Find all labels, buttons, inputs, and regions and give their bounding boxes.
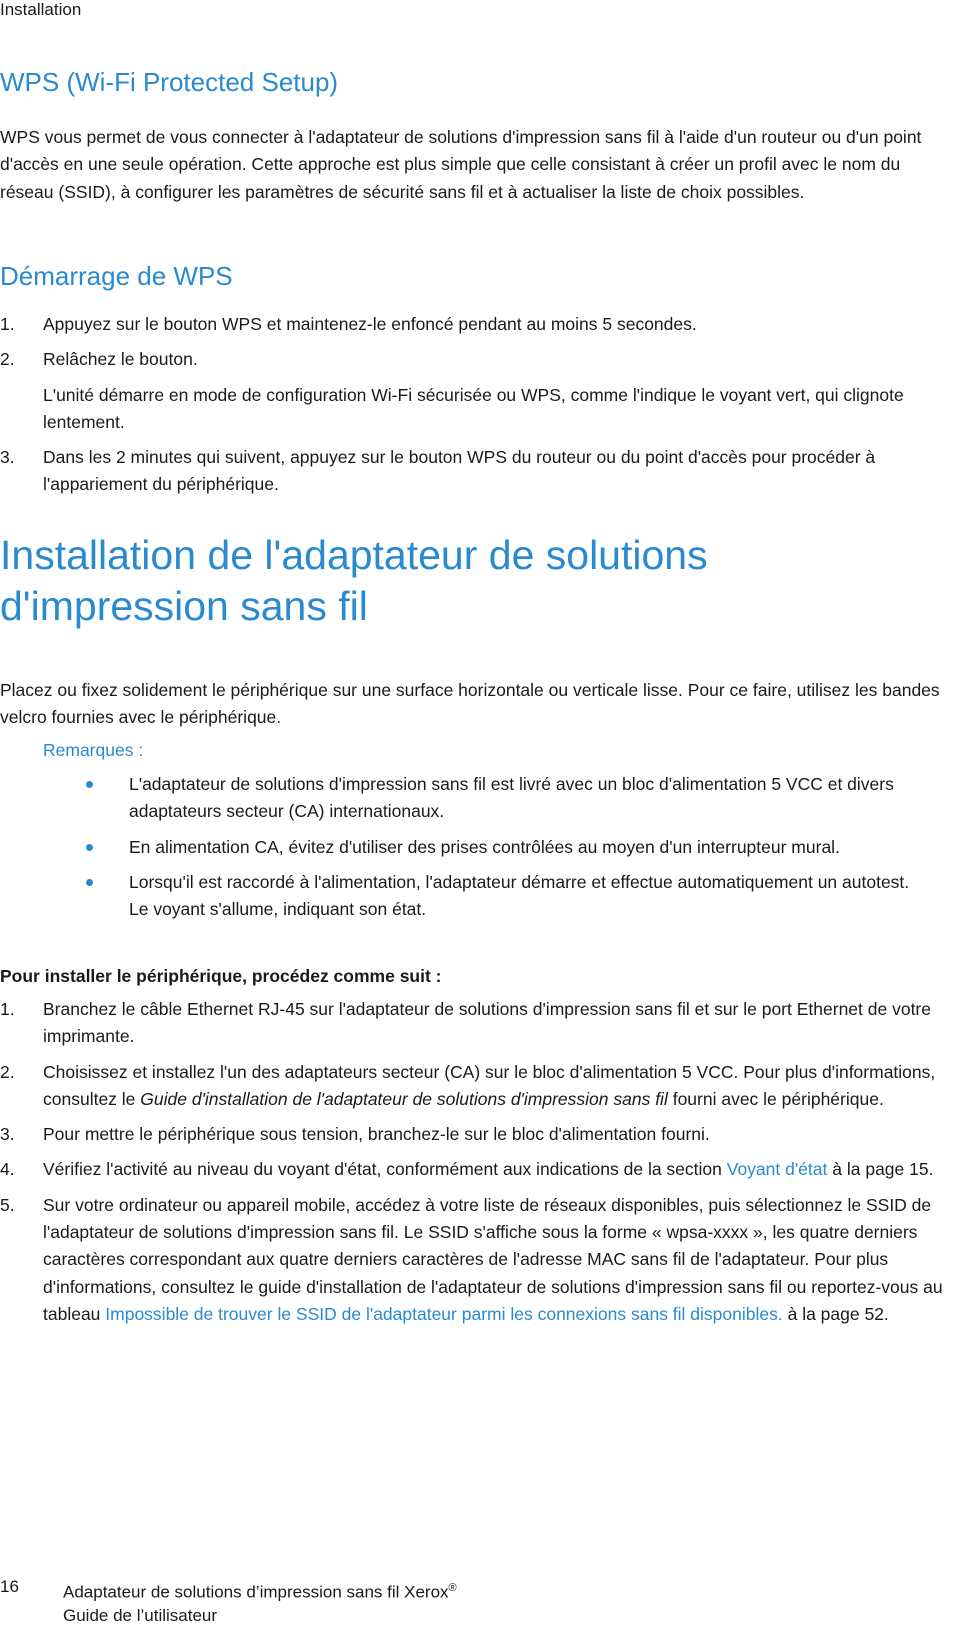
wps-intro-paragraph: WPS vous permet de vous connecter à l'adaptateur de solutions d'impression sans fil à l'aide d'un routeur ou d'un point d'accès en une seule opération. Cette approche est plus simple que celle consistant à créer un profil avec le nom du réseau (SSID), à configurer les paramètres de sécurité sans fil et à actualiser la liste de choix possibles. xyxy=(0,127,922,202)
running-header: Installation xyxy=(0,0,82,19)
notes-list xyxy=(43,771,923,931)
bullet-icon xyxy=(86,781,93,788)
bullet-icon xyxy=(86,879,93,886)
procedure-intro: Pour installer le périphérique, procédez comme suit : xyxy=(0,966,442,986)
footer-product: Adaptateur de solutions d’impression sans fil Xerox® Guide de l’utilisateur xyxy=(63,1582,457,1625)
notes-label: Remarques : xyxy=(43,740,144,760)
heading-installation: Installation de l'adaptateur de solutions d'impression sans fil xyxy=(0,532,708,629)
bullet-icon xyxy=(86,844,93,851)
status-light-link[interactable]: Voyant d'état xyxy=(726,1159,828,1180)
list-item: 1. Branchez le câble Ethernet RJ-45 sur l'adaptateur de solutions d'impression sans fil et sur le port Ethernet de votre imprimante. xyxy=(0,999,931,1047)
list-item: 2. Relâchez le bouton. L'unité démarre en mode de configuration Wi-Fi sécurisée ou WPS, comme l'indique le voyant vert, qui clignote lentement. xyxy=(0,346,945,436)
install-steps xyxy=(0,996,945,1336)
start-wps-steps xyxy=(0,311,945,507)
heading-start-wps: Démarrage de WPS xyxy=(0,261,233,291)
list-item: En alimentation CA, évitez d'utiliser des prises contrôlées au moyen d'un interrupteur mural. xyxy=(43,834,923,861)
heading-wps: WPS (Wi-Fi Protected Setup) xyxy=(0,67,339,97)
ssid-troubleshoot-link[interactable]: Impossible de trouver le SSID de l'adaptateur parmi les connexions sans fil disponibles. xyxy=(105,1303,783,1324)
list-item: 4. Vérifiez l'activité au niveau du voyant d'état, conformément aux indications de la section Voyant d'état à la page 15. xyxy=(0,1159,934,1180)
page-number: 16 xyxy=(0,1577,19,1596)
list-item: 2. Choisissez et installez l'un des adaptateurs secteur (CA) sur le bloc d'alimentation 5 VCC. Pour plus d'informations, consultez le Guide d'installation de l'adaptateur de solutions d'impression sans fil fourni avec le périphérique. xyxy=(0,1061,936,1109)
guide-title: Guide d'installation de l'adaptateur de solutions d'impression sans fil xyxy=(140,1088,668,1109)
step-sub-paragraph: L'unité démarre en mode de configuration Wi-Fi sécurisée ou WPS, comme l'indique le voyant vert, qui clignote lentement. xyxy=(43,384,904,432)
list-item: L'adaptateur de solutions d'impression sans fil est livré avec un bloc d'alimentation 5 VCC et divers adaptateurs secteur (CA) internationaux. xyxy=(43,771,923,826)
list-item: 3. Pour mettre le périphérique sous tension, branchez-le sur le bloc d'alimentation fourni. xyxy=(0,1124,710,1145)
list-item: 1. Appuyez sur le bouton WPS et maintenez-le enfoncé pendant au moins 5 secondes. xyxy=(0,314,697,334)
list-item: 5. Sur votre ordinateur ou appareil mobile, accédez à votre liste de réseaux disponibles, puis sélectionnez le SSID de l'adaptateur de solutions d'impression sans fil. Le SSID s'affiche sous la forme « wpsa-xxxx », les quatre derniers caractères correspondant aux quatre derniers caractères de l'adresse MAC sans fil de l'adaptateur. Pour plus d'informations, consultez le guide d'installation de l'adaptateur de solutions d'impression sans fil ou reportez-vous au tableau Impossible de trouver le SSID de l'adaptateur parmi les connexions sans fil disponibles. à la page 52. xyxy=(0,1194,943,1324)
list-item: 3. Dans les 2 minutes qui suivent, appuyez sur le bouton WPS du routeur ou du point d'accès pour procéder à l'appariement du périphérique. xyxy=(0,447,876,495)
install-intro-paragraph: Placez ou fixez solidement le périphérique sur une surface horizontale ou verticale lisse. Pour ce faire, utilisez les bandes velcro fournies avec le périphérique. xyxy=(0,680,940,728)
list-item: Lorsqu'il est raccordé à l'alimentation, l'adaptateur démarre et effectue automatiquement un autotest. Le voyant s'allume, indiquant son état. xyxy=(43,869,923,924)
